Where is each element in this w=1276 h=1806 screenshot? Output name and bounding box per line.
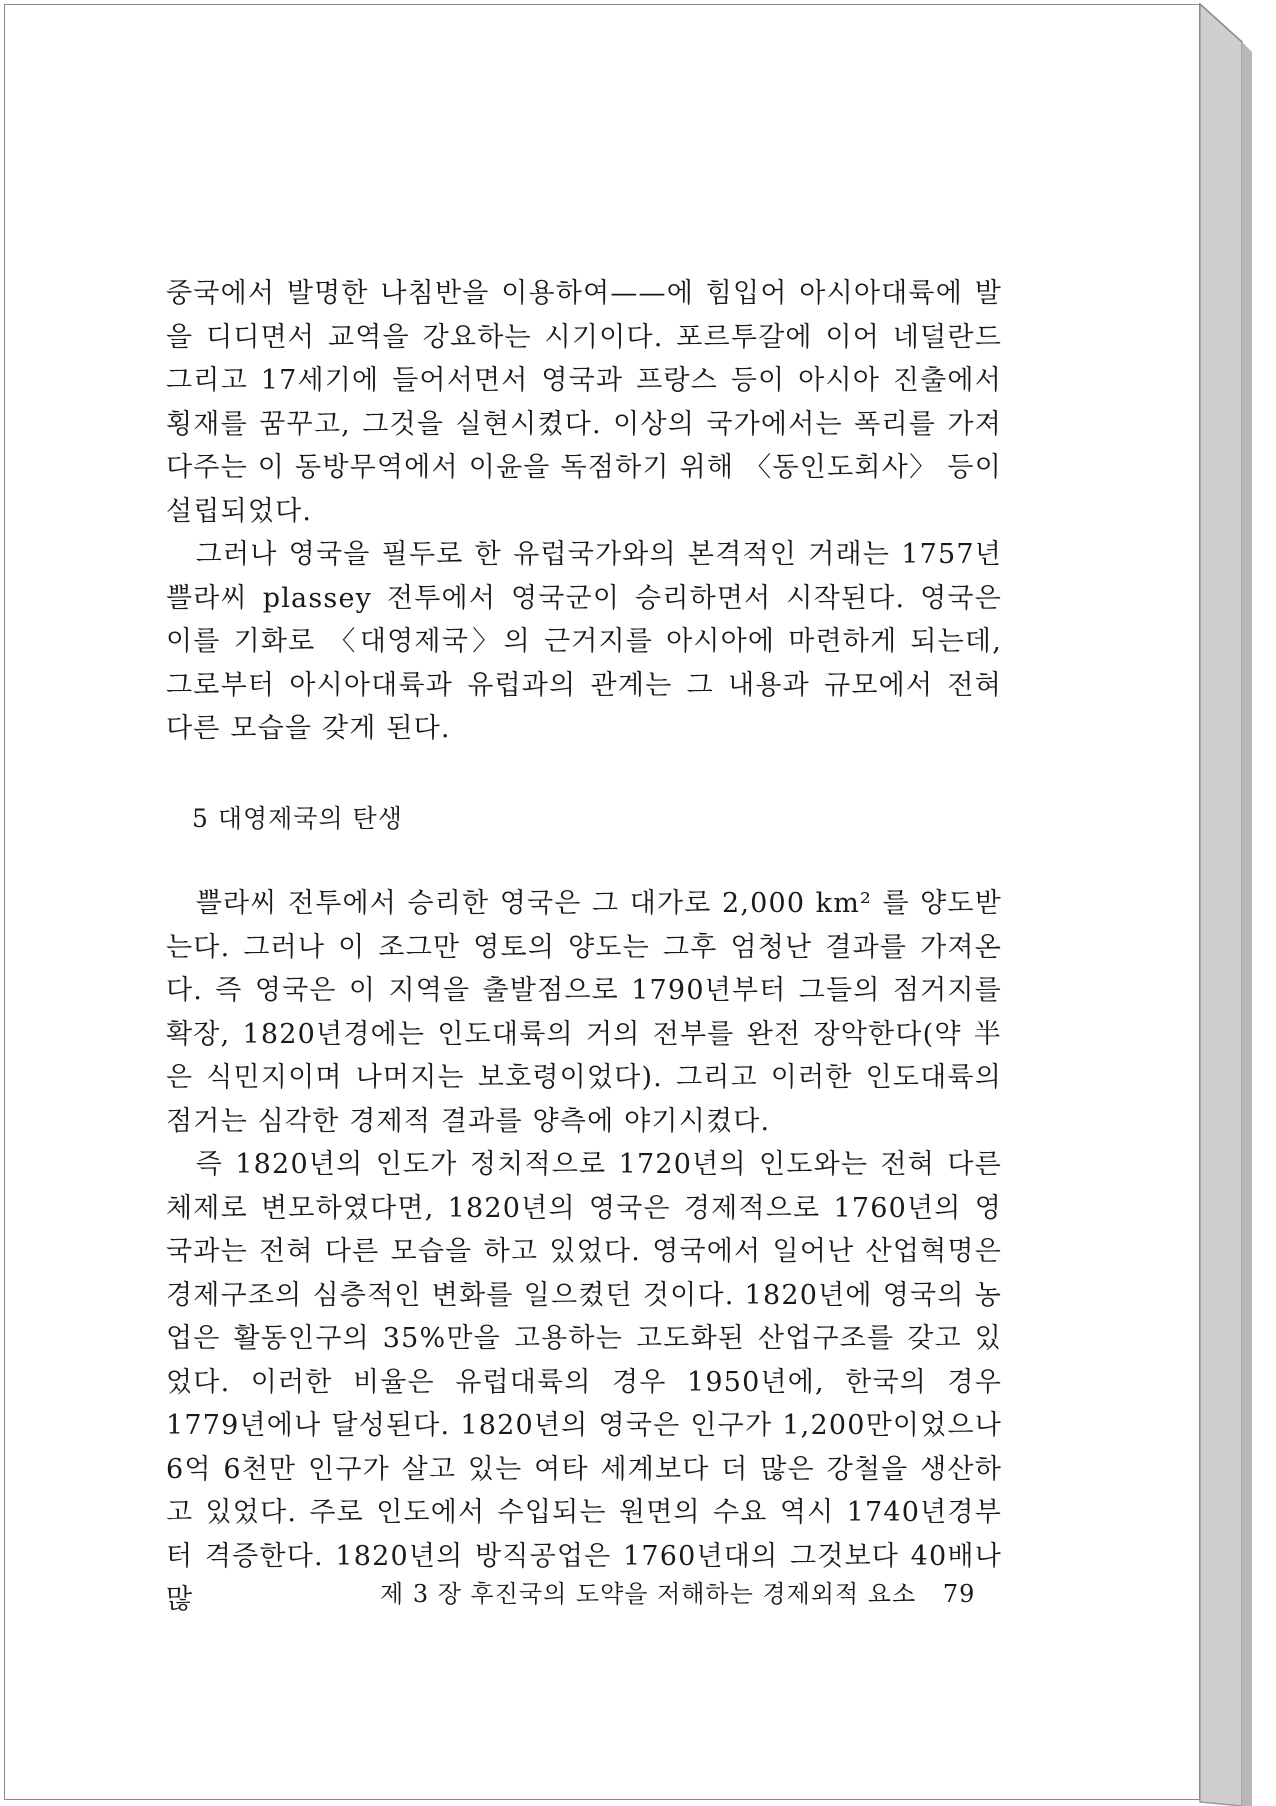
paragraph-3: 쁠라씨 전투에서 승리한 영국은 그 대가로 2,000 km² 를 양도받는다. 그러나 이 조그만 영토의 양도는 그후 엄청난 결과를 가져온다. 즉 영국은 이 지역을 출발점으로 1790년부터 그들의 점거지를 확장, 1820년경에는 인도대륙의 거의 전부를 완전 장악한다(약 半은 식민지이며 나머지는 보호령이었다). 그리고 이러한 인도대륙의 점거는 심각한 경제적 결과를 양측에 야기시켰다.: [166, 888, 1002, 1137]
paragraph-2: 그러나 영국을 필두로 한 유럽국가와의 본격적인 거래는 1757년 쁠라씨 plassey 전투에서 영국군이 승리하면서 시작된다. 영국은 이를 기화로 〈대영제국〉의 근거지를 아시아에 마련하게 되는데, 그로부터 아시아대륙과 유럽과의 관계는 그 내용과 규모에서 전혀 다른 모습을 갖게 된다.: [166, 539, 1002, 744]
paragraph-1: 중국에서 발명한 나침반을 이용하여——에 힘입어 아시아대륙에 발을 디디면서 교역을 강요하는 시기이다. 포르투갈에 이어 네덜란드 그리고 17세기에 들어서면서 영국과 프랑스 등이 아시아 진출에서 횡재를 꿈꾸고, 그것을 실현시켰다. 이상의 국가에서는 폭리를 가져다주는 이 동방무역에서 이윤을 독점하기 위해 〈동인도회사〉 등이 설립되었다.: [166, 278, 1002, 527]
paragraph-4: 즉 1820년의 인도가 정치적으로 1720년의 인도와는 전혀 다른 체제로 변모하였다면, 1820년의 영국은 경제적으로 1760년의 영국과는 전혀 다른 모습을 하고 있었다. 영국에서 일어난 산업혁명은 경제구조의 심층적인 변화를 일으켰던 것이다. 1820년에 영국의 농업은 활동인구의 35%만을 고용하는 고도화된 산업구조를 갖고 있었다. 이러한 비율은 유럽대륙의 경우 1950년에, 한국의 경우 1779년에나 달성된다. 1820년의 영국은 인구가 1,200만이었으나 6억 6천만 인구가 살고 있는 여타 세계보다 더 많은 강철을 생산하고 있었다. 주로 인도에서 수입되는 원면의 수요 역시 1740년경부터 격증한다. 1820년의 방직공업은 1760년대의 그것보다 40배나 많: [166, 1149, 1002, 1615]
section-heading: 5 대영제국의 탄생: [192, 803, 403, 833]
page-body: [166, 272, 1002, 1622]
page-footer: [380, 1574, 980, 1609]
page-number: 79: [942, 1580, 976, 1608]
running-title: 제 3 장 후진국의 도약을 저해하는 경제외적 요소: [380, 1580, 917, 1608]
